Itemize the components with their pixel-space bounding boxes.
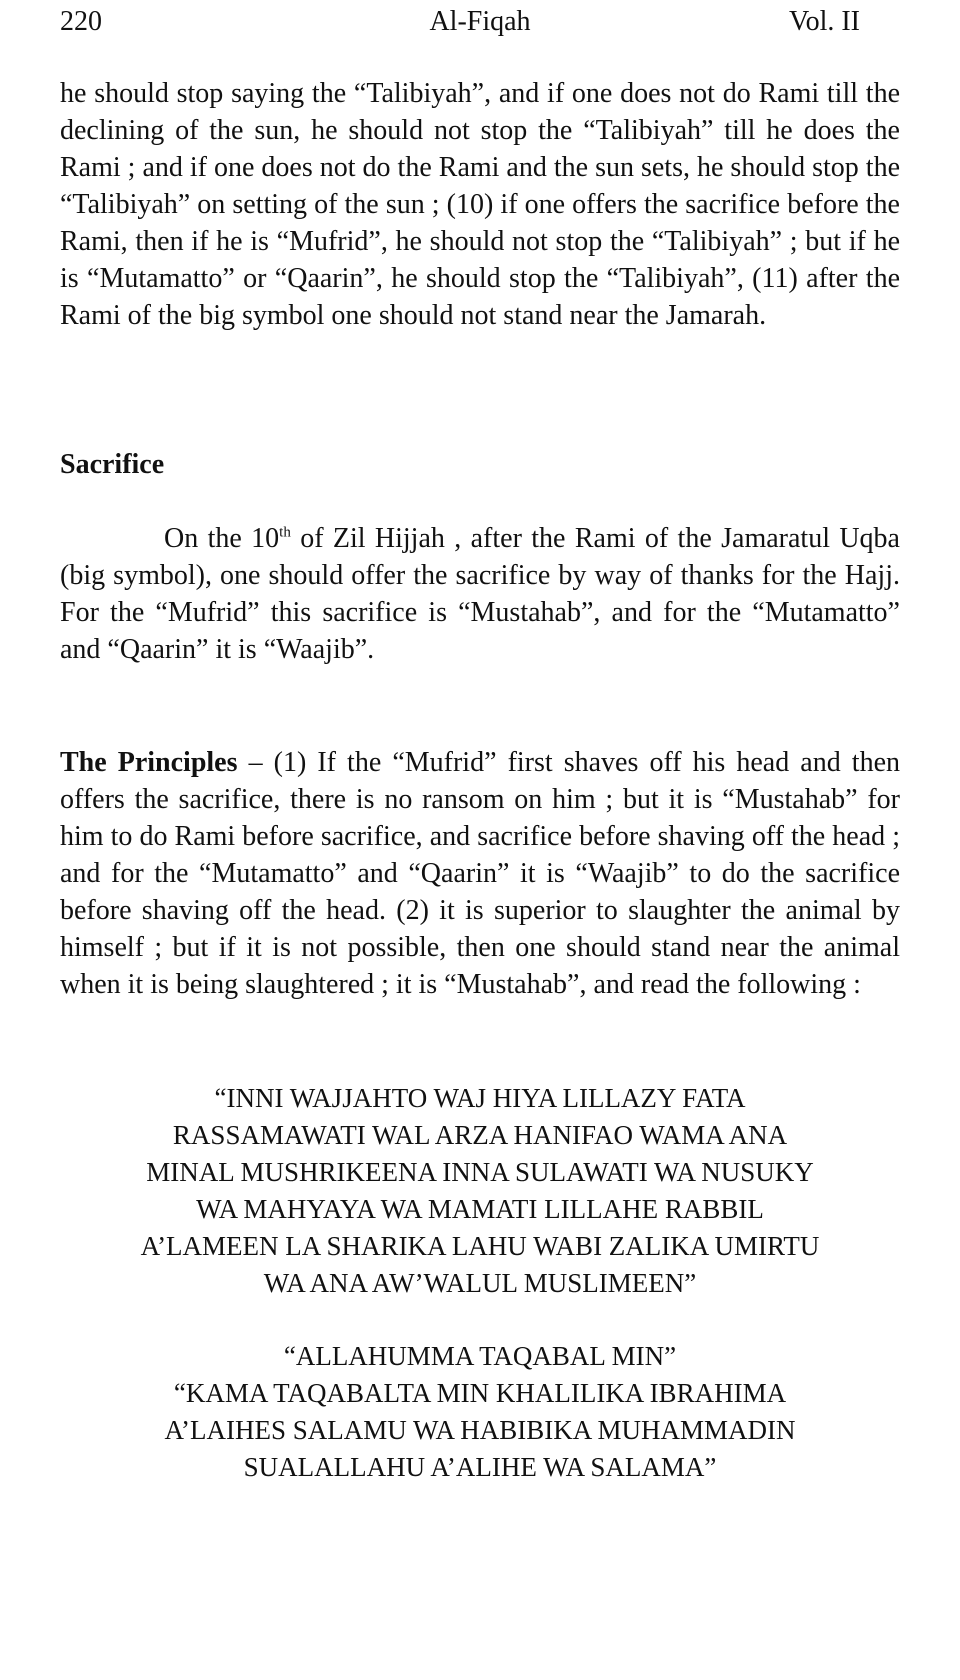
page-number: 220 bbox=[60, 6, 102, 37]
invocation-block-1 bbox=[60, 1080, 900, 1302]
invocation-line: “KAMA TAQABALTA MIN KHALILIKA IBRAHIMA bbox=[173, 1378, 787, 1408]
book-page bbox=[60, 0, 900, 1680]
invocation-line: A’LAIHES SALAMU WA HABIBIKA MUHAMMADIN bbox=[164, 1415, 796, 1445]
invocation-line: A’LAMEEN LA SHARIKA LAHU WABI ZALIKA UMIRTU bbox=[140, 1231, 820, 1261]
section-heading-sacrifice: Sacrifice bbox=[60, 449, 165, 480]
invocation-line: WA ANA AW’WALUL MUSLIMEEN” bbox=[263, 1268, 697, 1298]
ordinal-suffix: th bbox=[279, 524, 291, 541]
volume-label: Vol. II bbox=[788, 6, 860, 37]
principles-text: – (1) If the “Mufrid” first shaves off his head and then offers the sacrifice, there is no ransom on him ; but it is “Mustahab” for him to do Rami before sacrifice, and sacrifice before shaving off the head ; and for the “Mutamatto” and “Qaarin” it is “Waajib” to do the sacrifice before shaving off the head. (2) it is superior to slaughter the animal by himself ; but if it is not possible, then one should stand near the animal when it is being slaughtered ; it is “Mustahab”, and read the following : bbox=[60, 747, 900, 1000]
invocation-line: “INNI WAJJAHTO WAJ HIYA LILLAZY FATA bbox=[214, 1083, 746, 1113]
body-paragraph-talibiyah: he should stop saying the “Talibiyah”, and if one does not do Rami till the declining of the sun, he should not stop the “Talibiyah” till he does the Rami ; and if one does not do the Rami and the sun sets, he should stop the “Talibiyah” on setting of the sun ; (10) if one offers the sacrifice before the Rami, then if he is “Mufrid”, he should not stop the “Talibiyah” ; but if he is “Mutamatto” or “Qaarin”, he should stop the “Talibiyah”, (11) after the Rami of the big symbol one should not stand near the Jamarah. bbox=[60, 78, 900, 331]
sacrifice-text-rest: of Zil Hijjah , after the Rami of the Jamaratul Uqba (big symbol), one should offer the sacrifice by way of thanks for the Hajj. For the “Mufrid” this sacrifice is “Mustahab”, and for the “Mutamatto” and “Qaarin” it is “Waajib”. bbox=[60, 523, 900, 665]
invocation-line: MINAL MUSHRIKEENA INNA SULAWATI WA NUSUKY bbox=[146, 1157, 814, 1187]
invocation-line: “ALLAHUMMA TAQABAL MIN” bbox=[283, 1341, 677, 1371]
running-header bbox=[60, 4, 900, 40]
invocation-line: WA MAHYAYA WA MAMATI LILLAHE RABBIL bbox=[196, 1194, 764, 1224]
body-paragraph-principles bbox=[60, 744, 900, 1003]
book-title: Al-Fiqah bbox=[429, 6, 531, 37]
body-paragraph-sacrifice bbox=[60, 520, 900, 668]
invocation-line: SUALALLAHU A’ALIHE WA SALAMA” bbox=[243, 1452, 717, 1482]
invocation-block-2 bbox=[60, 1338, 900, 1486]
sacrifice-text-start: On the 10 bbox=[164, 523, 280, 554]
invocation-line: RASSAMAWATI WAL ARZA HANIFAO WAMA ANA bbox=[172, 1120, 788, 1150]
principles-lead: The Principles bbox=[60, 747, 238, 778]
